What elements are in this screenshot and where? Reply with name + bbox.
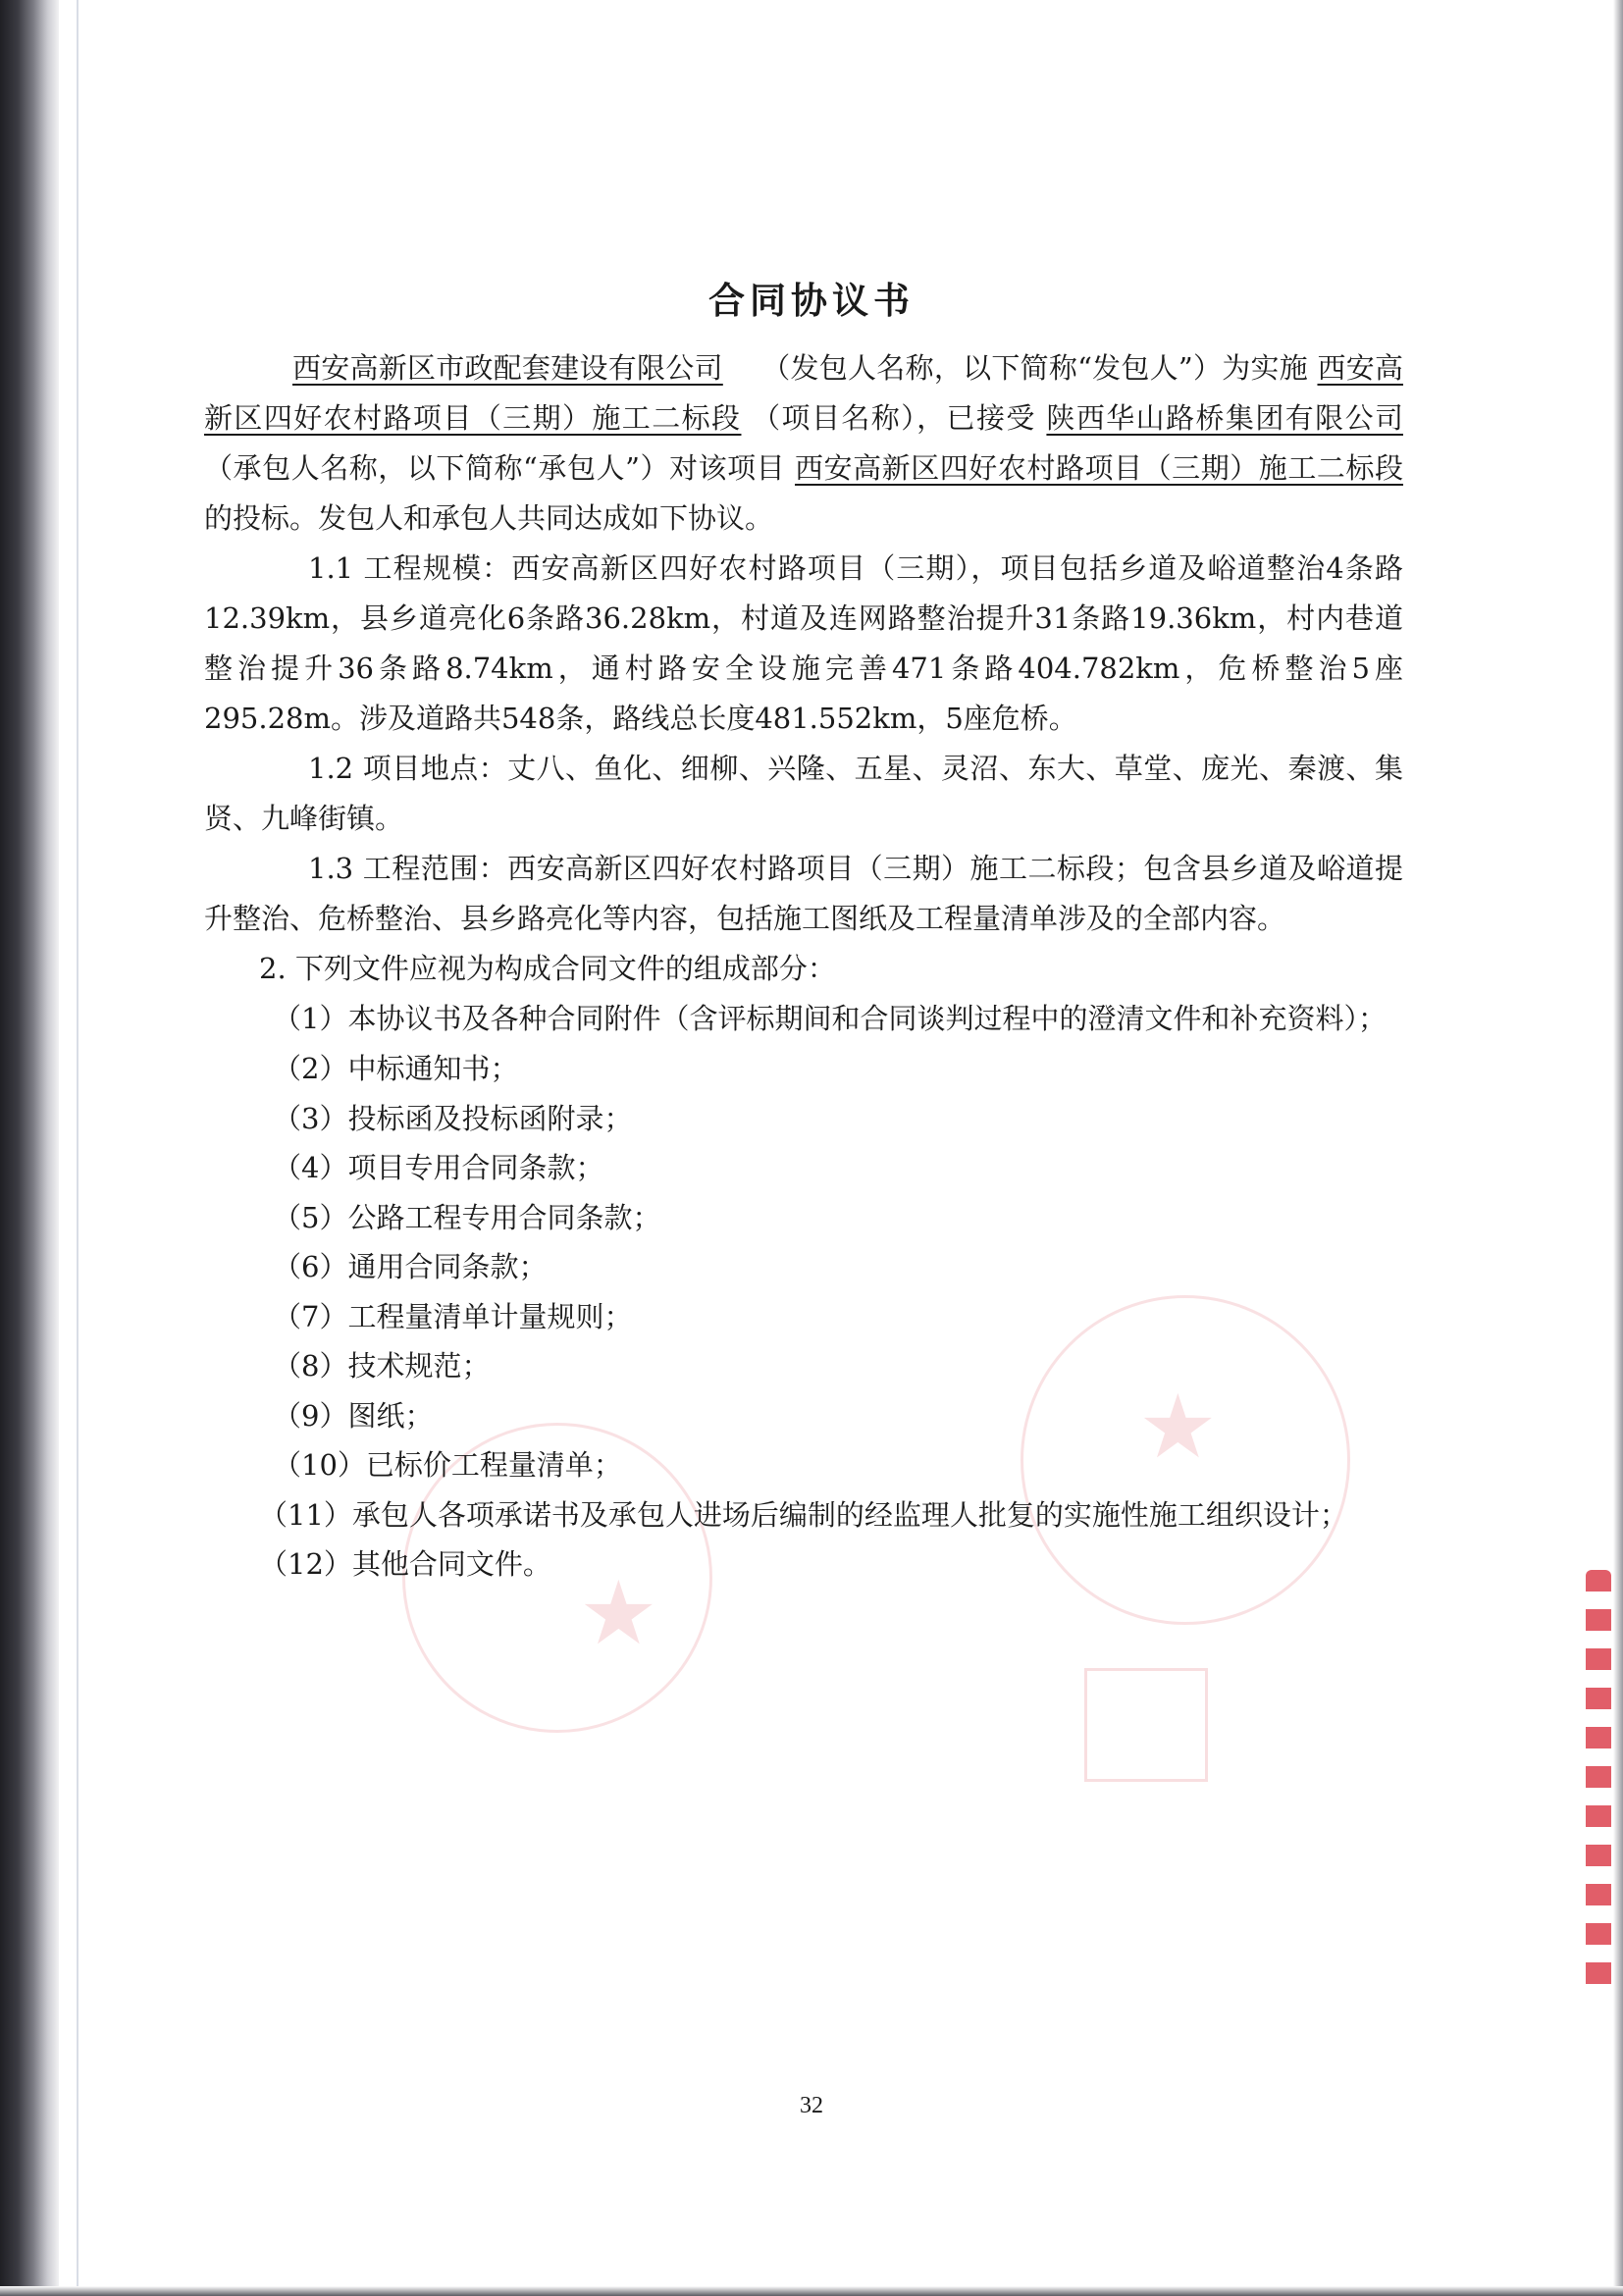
seal-star-icon: ★ xyxy=(579,1562,658,1665)
clause-location: 1.2 项目地点：丈八、鱼化、细柳、兴隆、五星、灵沼、东大、草堂、庞光、秦渡、集贤、九峰街镇。 xyxy=(204,752,1403,835)
clause-scope: 1.3 工程范围：西安高新区四好农村路项目（三期）施工二标段；包含县乡道及峪道提升整治、危桥整治、县乡路亮化等内容，包括施工图纸及工程量清单涉及的全部内容。 xyxy=(204,852,1403,935)
intro-text: （项目名称），已接受 xyxy=(752,401,1036,435)
clause-documents: 2. 下列文件应视为构成合同文件的组成部分： xyxy=(259,952,836,985)
list-item-5: （5）公路工程专用合同条款； xyxy=(273,1200,661,1234)
clause-scale: 1.1 工程规模：西安高新区四好农村路项目（三期），项目包括乡道及峪道整治4条路12.39km，县乡道亮化6条路36.28km，村道及连网路整治提升31条路19.36km，村内巷道整治提升36条路8.74km，通村路安全设施完善471条路404.782km，危桥整治5座295.28m。涉及道路共548条，路线总长度481.552km，5座危桥。 xyxy=(204,551,1403,735)
page-number: 32 xyxy=(800,2093,823,2118)
seal-star-icon: ★ xyxy=(1138,1376,1218,1479)
list-item-1: （1）本协议书及各种合同附件（含评标期间和合同谈判过程中的澄清文件和补充资料）； xyxy=(273,1002,1387,1035)
employer-name: 西安高新区市政配套建设有限公司 xyxy=(292,351,723,385)
list-item-11: （11）承包人各项承诺书及承包人进场后编制的经监理人批复的实施性施工组织设计； xyxy=(259,1497,1348,1532)
list-item-7: （7）工程量清单计量规则； xyxy=(273,1299,633,1333)
document-title: 合同协议书 xyxy=(708,280,915,322)
intro-paragraph xyxy=(204,343,1403,544)
intro-text: （承包人名称，以下简称“承包人”）对该项目 xyxy=(204,451,786,485)
intro-text: （发包人名称，以下简称“发包人”）为实施 xyxy=(761,351,1309,385)
list-item-2: （2）中标通知书； xyxy=(273,1052,519,1085)
list-item-9: （9）图纸； xyxy=(273,1398,434,1433)
intro-text: 的投标。发包人和承包人共同达成如下协议。 xyxy=(204,501,774,535)
list-item-12: （12）其他合同文件。 xyxy=(259,1547,551,1581)
project-name-2: 西安高新区四好农村路项目（三期）施工二标段 xyxy=(795,451,1404,485)
contractor-name: 陕西华山路桥集团有限公司 xyxy=(1046,401,1403,435)
document-body xyxy=(204,343,1403,1590)
list-item-6: （6）通用合同条款； xyxy=(273,1250,548,1283)
list-item-3: （3）投标函及投标函附录； xyxy=(273,1101,633,1135)
list-item-10: （10）已标价工程量清单； xyxy=(273,1448,622,1482)
list-item-4: （4）项目专用合同条款； xyxy=(273,1151,604,1184)
project-name: 西安高新区四好农村路项目（三期）施工二标段 xyxy=(204,351,1404,435)
list-item-8: （8）技术规范； xyxy=(273,1349,491,1383)
